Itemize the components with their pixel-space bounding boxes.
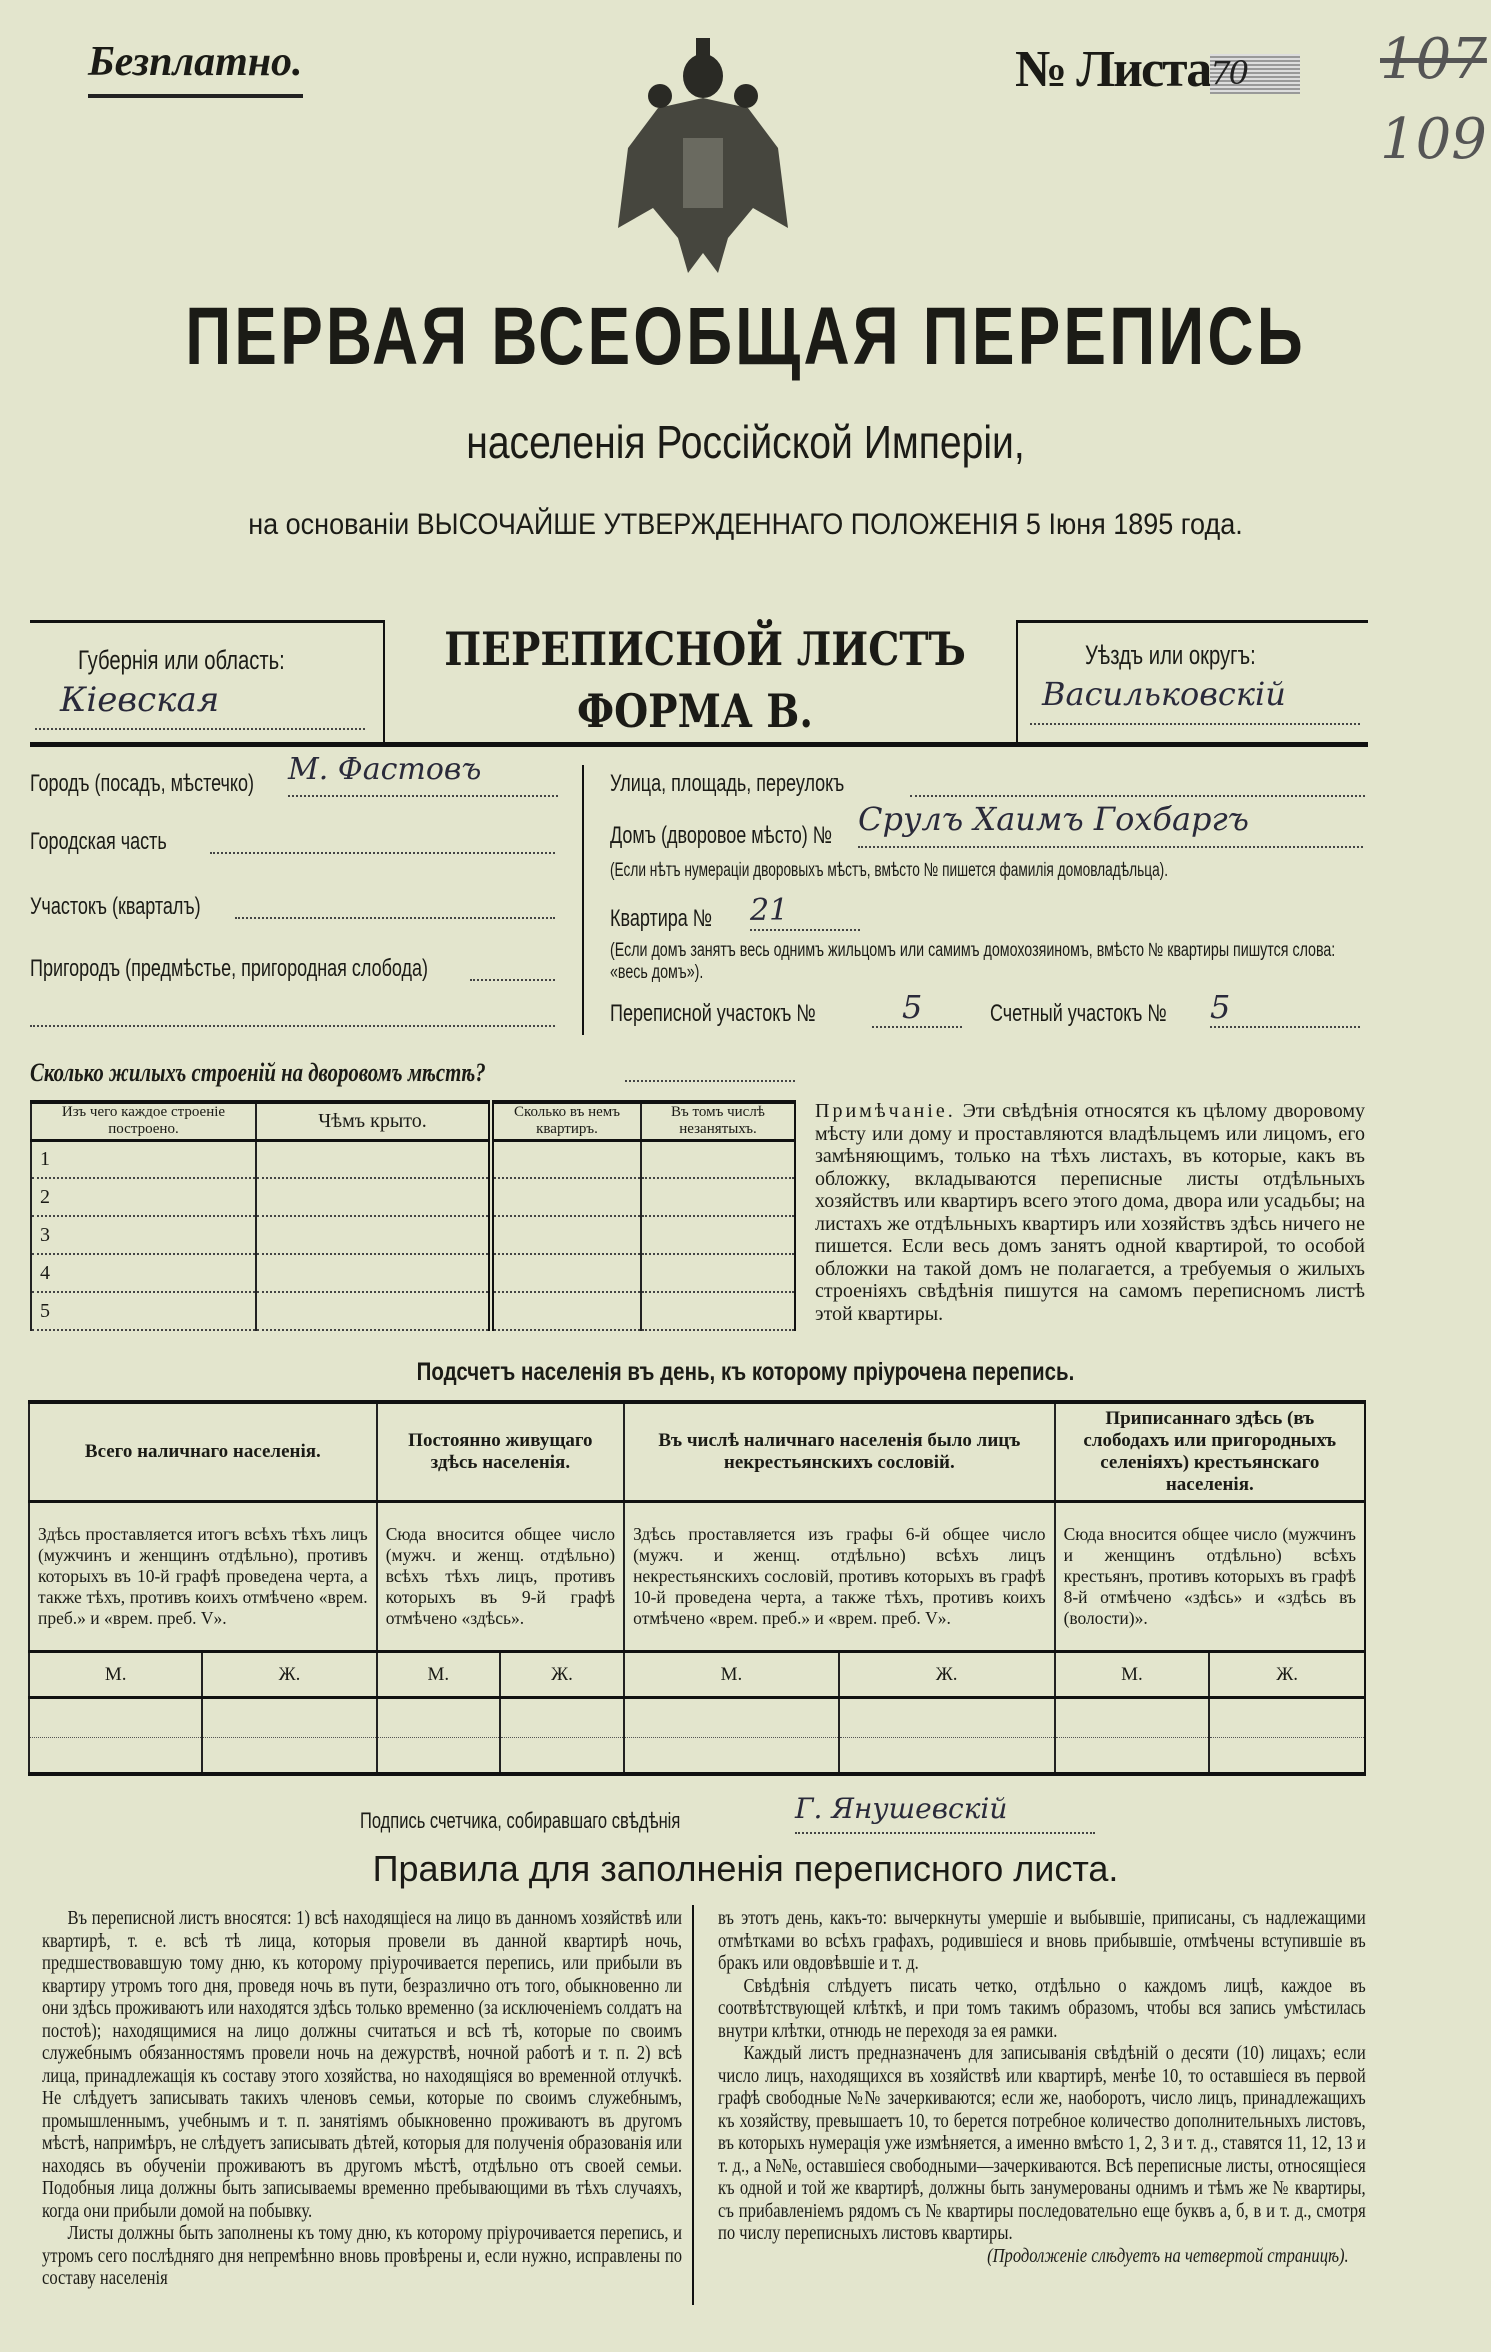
population-count-cell[interactable] xyxy=(202,1698,376,1738)
population-column-header: Приписаннаго здѣсь (въ слободахъ или пригородныхъ селеніяхъ) крестьянскаго населенія. xyxy=(1055,1402,1365,1502)
column-header: Чѣмъ крыто. xyxy=(256,1102,491,1140)
population-count-cell[interactable] xyxy=(29,1738,202,1774)
rules-left-column xyxy=(42,1908,682,2291)
building-cell[interactable] xyxy=(256,1292,491,1330)
population-count-cell[interactable] xyxy=(1209,1698,1365,1738)
signature-label: Подпись счетчика, собиравшаго свѣдѣнія xyxy=(360,1808,681,1833)
census-area-label: Переписной участокъ № xyxy=(610,1000,816,1027)
female-column-label: Ж. xyxy=(1209,1652,1365,1698)
table-row xyxy=(31,1140,795,1178)
population-count-cell[interactable] xyxy=(624,1738,839,1774)
suburb-field[interactable] xyxy=(470,959,555,981)
row-number: 5 xyxy=(31,1292,256,1330)
note-text: Эти свѣдѣнія относятся къ цѣлому дворовому мѣсту или дому и проставляются владѣльцемъ или лицомъ, его замѣняющимъ, только на тѣхъ листахъ, въ которые, какъ въ обложку, вкладываются переписные листы отдѣльныхъ хозяйствъ или квартиръ всего этого дома, двора или усадьбы; на листахъ же отдѣльныхъ квартиръ или хозяйствъ здѣсь ничего не пишется. Если весь домъ занятъ одной квартирой, то особой обложки на такой домъ не полагается, а требуемыя о жилыхъ строеніяхъ свѣдѣнія пишутся на самомъ переписномъ листѣ этой квартиры. xyxy=(815,1100,1366,1325)
suburb-label: Пригородъ (предмѣстье, пригородная слобода) xyxy=(30,955,429,982)
province-label: Губернія или область: xyxy=(78,645,285,675)
population-count-cell[interactable] xyxy=(1055,1698,1210,1738)
building-cell[interactable] xyxy=(491,1292,641,1330)
city-field[interactable]: М. Фастовъ xyxy=(288,752,558,797)
buildings-question: Сколько жилыхъ строеній на дворовомъ мѣстѣ? xyxy=(30,1058,486,1087)
table-row xyxy=(31,1292,795,1330)
row-number: 2 xyxy=(31,1178,256,1216)
population-count-cell[interactable] xyxy=(500,1738,624,1774)
apartment-field[interactable]: 21 xyxy=(750,893,860,931)
population-count-cell[interactable] xyxy=(377,1698,500,1738)
table-row xyxy=(31,1254,795,1292)
form-title-text: ПЕРЕПИСНОЙ ЛИСТЪ xyxy=(444,622,966,676)
building-cell[interactable] xyxy=(641,1216,795,1254)
male-column-label: М. xyxy=(377,1652,500,1698)
male-column-label: М. xyxy=(29,1652,202,1698)
free-of-charge-label: Безплатно. xyxy=(88,38,303,98)
house-label: Домъ (дворовое мѣсто) № xyxy=(610,822,833,849)
page-title: ПЕРВАЯ ВСЕОБЩАЯ ПЕРЕПИСЬ xyxy=(185,291,1306,382)
building-cell[interactable] xyxy=(256,1140,491,1178)
population-table xyxy=(28,1400,1366,1776)
population-count-cell[interactable] xyxy=(500,1698,624,1738)
precinct-label: Участокъ (кварталъ) xyxy=(30,893,201,920)
population-column-header: Всего наличнаго населенія. xyxy=(29,1402,377,1502)
signature-field[interactable]: Г. Янушевскій xyxy=(795,1792,1095,1834)
rules-paragraph: Листы должны быть заполнены къ тому дню, къ которому пріурочивается перепись, и утромъ сего послѣдняго дня непремѣнно вновь провѣрены и, если нужно, исправлены по составу населенія xyxy=(42,2223,683,2289)
city-label: Городъ (посадъ, мѣстечко) xyxy=(30,770,254,797)
female-column-label: Ж. xyxy=(839,1652,1055,1698)
population-count-cell[interactable] xyxy=(1055,1738,1210,1774)
building-cell[interactable] xyxy=(491,1216,641,1254)
province-field[interactable]: Кіевская xyxy=(35,680,365,730)
building-cell[interactable] xyxy=(641,1254,795,1292)
population-count-cell[interactable] xyxy=(202,1738,376,1774)
population-count-cell[interactable] xyxy=(29,1698,202,1738)
census-area-field[interactable]: 5 xyxy=(872,988,962,1028)
count-area-label: Счетный участокъ № xyxy=(990,1000,1167,1027)
row-number: 4 xyxy=(31,1254,256,1292)
population-column-description: Сюда вносится общее число (мужчинъ и женщинъ отдѣльно) всѣхъ крестьянъ, противъ которыхъ въ графѣ 8-й отмѣчено «здѣсь» и «здѣсь въ (волости)». xyxy=(1055,1502,1365,1652)
sheet-number xyxy=(1015,40,1300,99)
apartment-note: (Если домъ занятъ весь однимъ жильцомъ или самимъ домохозяиномъ, вмѣсто № квартиры пишутся слова: «весь домъ»). xyxy=(610,940,1336,983)
building-cell[interactable] xyxy=(641,1140,795,1178)
suburb-field-line[interactable] xyxy=(30,1005,555,1027)
district-label: Уѣздъ или округъ: xyxy=(1085,640,1256,670)
table-row xyxy=(31,1216,795,1254)
male-column-label: М. xyxy=(1055,1652,1210,1698)
rules-title: Правила для заполненія переписного листа. xyxy=(372,1848,1119,1889)
population-column-header: Постоянно живущаго здѣсь населенія. xyxy=(377,1402,624,1502)
margin-number: 107 xyxy=(1380,27,1487,92)
note-title: Примѣчаніе. xyxy=(815,1100,956,1122)
row-number: 1 xyxy=(31,1140,256,1178)
rules-paragraph: Каждый листъ предназначенъ для записыванія свѣдѣній о десяти (10) лицахъ; если число лицъ, находящихся въ хозяйствѣ или квартирѣ, менѣе 10, то оставшіеся въ первой графѣ свободные №№ зачеркиваются; если же, наоборотъ, число лицъ, принадлежащихъ къ хозяйству, превышаетъ 10, то берется потребное количество дополнительныхъ листовъ, въ которыхъ нумерація уже измѣняется, а именно вмѣсто 1, 2, 3 и т. д., ставятся 11, 12, 13 и т. д., а №№, оставшіеся свободными—зачеркиваются. Всѣ переписные листы, относящіеся къ одной и той же квартирѣ, должны быть занумерованы однимъ и тѣмъ же № квартиры, съ прибавленіемъ рядомъ съ № квартиры последовательно еще буквъ а, б, в и т. д., смотря по числу переписныхъ листовъ квартиры. xyxy=(718,2043,1366,2244)
rules-right-column xyxy=(718,1908,1366,2268)
male-column-label: М. xyxy=(624,1652,839,1698)
rules-paragraph: Свѣдѣнія слѣдуетъ писать четко, отдѣльно о каждомъ лицѣ, каждое въ соотвѣтствующей клѣткѣ, и при томъ такимъ образомъ, чтобы вся запись умѣстилась внутри клѣтки, отнюдь не переходя за ея рамки. xyxy=(718,1975,1366,2042)
column-header: Въ томъ числѣ незанятыхъ. xyxy=(641,1102,795,1140)
population-count-cell[interactable] xyxy=(839,1698,1055,1738)
house-field[interactable]: Срулъ Хаимъ Гохбаргъ xyxy=(858,800,1363,848)
street-field[interactable] xyxy=(910,775,1365,797)
population-column-description: Здѣсь проставляется изъ графы 6-й общее число (мужч. и женщ. отдѣльно) всѣхъ лицъ некрестьянскихъ сословій, противъ которыхъ въ графѣ 10-й проведена черта, а также тѣхъ, противъ коихъ отмѣчено «врем. преб.» и «врем. преб. V». xyxy=(624,1502,1055,1652)
population-column-header: Въ числѣ наличнаго населенія было лицъ некрестьянскихъ сословій. xyxy=(624,1402,1055,1502)
form-subtitle: ФОРМА В. xyxy=(577,684,813,738)
buildings-count-field[interactable] xyxy=(625,1060,795,1082)
legal-basis: на основаніи ВЫСОЧАЙШЕ УТВЕРЖДЕННАГО ПОЛОЖЕНІЯ 5 Іюня 1895 года. xyxy=(248,508,1243,541)
apartment-label: Квартира № xyxy=(610,905,713,932)
population-count-cell[interactable] xyxy=(1209,1738,1365,1774)
building-cell[interactable] xyxy=(641,1292,795,1330)
building-cell[interactable] xyxy=(641,1178,795,1216)
population-column-description: Сюда вносится общее число (мужч. и женщ. отдѣльно) всѣхъ тѣхъ лицъ, противъ которыхъ въ 9-й графѣ отмѣчено «здѣсь». xyxy=(377,1502,624,1652)
page-subtitle: населенія Россійской Имперіи, xyxy=(466,416,1025,468)
district-field[interactable]: Васильковскій xyxy=(1030,675,1360,725)
rules-paragraph: въ этотъ день, какъ-то: вычеркнуты умершіе и выбывшіе, приписаны, съ надлежащими отмѣтками во всѣхъ графахъ, родившіеся и вновь прибывшіе, отмѣчены вступившіе въ бракъ или овдовѣвшіе и т. д. xyxy=(718,1908,1366,1974)
building-cell[interactable] xyxy=(256,1178,491,1216)
column-header: Сколько въ немъ квартиръ. xyxy=(491,1102,641,1140)
building-cell[interactable] xyxy=(256,1216,491,1254)
margin-number: 109 xyxy=(1380,107,1487,172)
population-count-cell[interactable] xyxy=(377,1738,500,1774)
rules-paragraph: Въ переписной листъ вносятся: 1) всѣ находящіеся на лицо въ данномъ хозяйствѣ или квартирѣ, т. е. всѣ тѣ лица, которыя провели въ данной квартирѣ ночь, предшествовавшую тому дню, къ которому пріурочивается перепись, или прибыли въ квартиру утромъ того дня, проведя ночь въ пути, безразлично отъ того, обыкновенно ли они здѣсь проживаютъ или находятся здѣсь только временно (за исключеніемъ солдатъ на постоѣ); находящимися на лицо должны считаться и всѣ тѣ, которые по своимъ служебнымъ обязанностямъ провели ночь на дежурствѣ, ночной работѣ и т. п. 2) всѣ лица, принадлежащія къ составу этого хозяйства, но находящіяся во временной отлучкѣ. Не слѣдуетъ записывать такихъ членовъ семьи, которые по своимъ служебнымъ, промышленнымъ, учебнымъ и т. п. занятіямъ обыкновенно проживаютъ въ другомъ мѣстѣ, напримѣръ, не слѣдуетъ записывать дѣтей, которыя для полученія образованія или находясь въ обученіи проживаютъ въ другомъ мѣстѣ, отдѣльно отъ своей семьи. Подобныя лица должны быть записываемы временно пребывающими въ тѣхъ случаяхъ, когда они прибыли домой на побывку. xyxy=(42,1908,683,2222)
table-row xyxy=(31,1178,795,1216)
house-note: (Если нѣтъ нумераціи дворовыхъ мѣстъ, вмѣсто № пишется фамилія домовладѣльца). xyxy=(610,860,1169,881)
column-header: Изъ чего каждое строеніе построено. xyxy=(31,1102,256,1140)
buildings-table xyxy=(30,1100,796,1331)
count-area-field[interactable]: 5 xyxy=(1210,988,1360,1028)
street-label: Улица, площадь, переулокъ xyxy=(610,770,845,797)
sheet-number-value: 70 xyxy=(1210,54,1300,94)
female-column-label: Ж. xyxy=(500,1652,624,1698)
double-headed-eagle-icon xyxy=(598,38,808,273)
population-title: Подсчетъ населенія въ день, къ которому пріурочена перепись. xyxy=(416,1358,1075,1386)
archive-margin-numbers xyxy=(1380,20,1487,180)
city-part-field[interactable] xyxy=(210,832,555,854)
form-title xyxy=(444,618,966,742)
female-column-label: Ж. xyxy=(202,1652,376,1698)
city-part-label: Городская часть xyxy=(30,828,167,855)
building-cell[interactable] xyxy=(491,1254,641,1292)
building-cell[interactable] xyxy=(491,1178,641,1216)
row-number: 3 xyxy=(31,1216,256,1254)
population-count-cell[interactable] xyxy=(624,1698,839,1738)
building-cell[interactable] xyxy=(256,1254,491,1292)
population-count-cell[interactable] xyxy=(839,1738,1055,1774)
sheet-number-label: № Листа xyxy=(1015,41,1211,98)
rules-continued: (Продолженіе слѣдуетъ на четвертой страницѣ). xyxy=(987,2245,1349,2267)
buildings-note xyxy=(815,1100,1365,1325)
population-column-description: Здѣсь проставляется итогъ всѣхъ тѣхъ лицъ (мужчинъ и женщинъ отдѣльно), противъ которыхъ въ 10-й графѣ проведена черта, а также тѣхъ, противъ коихъ отмѣчено «врем. преб.» и «врем. преб. V». xyxy=(29,1502,377,1652)
building-cell[interactable] xyxy=(491,1140,641,1178)
precinct-field[interactable] xyxy=(235,897,555,919)
